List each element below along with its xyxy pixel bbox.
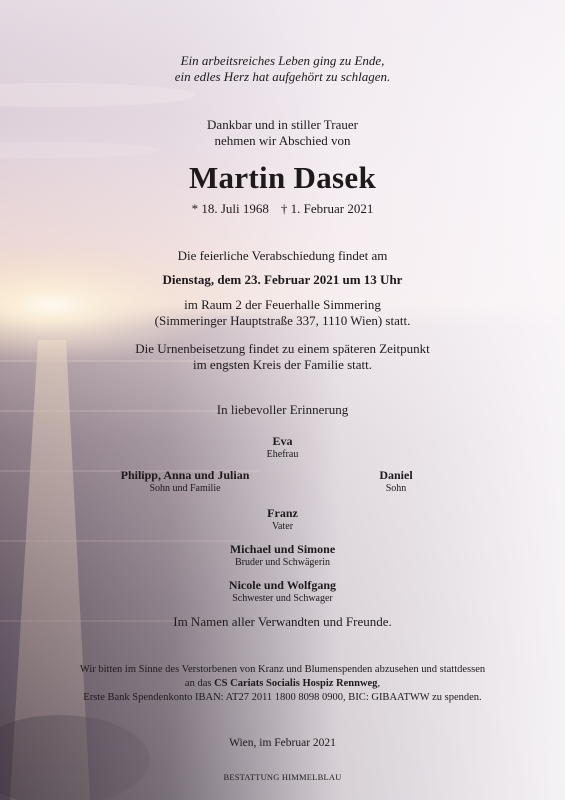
mourner-nicole bbox=[0, 578, 565, 605]
mourning-intro: Dankbar und in stiller Trauer nehmen wir Abschied von bbox=[207, 117, 358, 148]
mourner-relation: Bruder und Schwägerin bbox=[235, 557, 330, 568]
death-date: † 1. Februar 2021 bbox=[280, 201, 374, 216]
others-line: Im Namen aller Verwandten und Freunde. bbox=[173, 614, 392, 629]
place-date: Wien, im Februar 2021 bbox=[229, 737, 336, 749]
mourner-name: Michael und Simone bbox=[229, 542, 336, 556]
memory-label: In liebevoller Erinnerung bbox=[216, 402, 349, 417]
mourner-michael bbox=[0, 542, 565, 569]
bank-details: Erste Bank Spendenkonto IBAN: AT27 2011 1800 8098 0900, BIC: GIBAATWW zu spenden. bbox=[83, 692, 482, 703]
urn-burial-note: Die Urnenbeisetzung findet zu einem späteren Zeitpunkt im engsten Kreis der Familie statt. bbox=[135, 341, 430, 372]
ceremony-datetime: Dienstag, dem 23. Februar 2021 um 13 Uhr bbox=[162, 272, 403, 287]
mourner-daniel bbox=[346, 468, 446, 495]
mourner-franz bbox=[0, 506, 565, 533]
donation-notice: Wir bitten im Sinne des Verstorbenen von Kranz und Blumenspenden abzusehen und stattdessen an das CS Cariats Socialis Hospiz Rennweg, Erste Bank Spendenkonto IBAN: AT27 2011 1800 8098 0900, BIC: GIBAATWW zu spenden. bbox=[0, 663, 565, 705]
mourner-name: Eva bbox=[272, 434, 293, 448]
memorial-quote: Ein arbeitsreiches Leben ging zu Ende, ein edles Herz hat aufgehört zu schlagen. bbox=[174, 53, 391, 84]
mourner-name: Nicole und Wolfgang bbox=[228, 578, 337, 592]
mourner-eva bbox=[0, 434, 565, 461]
mourner-relation: Sohn und Familie bbox=[149, 483, 221, 494]
ceremony-intro: Die feierliche Verabschiedung findet am bbox=[177, 248, 388, 263]
mourner-relation: Ehefrau bbox=[266, 449, 299, 460]
deceased-name: Martin Dasek bbox=[189, 160, 376, 195]
mourner-relation: Sohn bbox=[385, 483, 407, 494]
birth-date: * 18. Juli 1968 bbox=[191, 201, 269, 216]
mourner-name: Daniel bbox=[379, 468, 413, 482]
mourner-relation: Vater bbox=[271, 521, 294, 532]
undertaker-name: BESTATTUNG HIMMELBLAU bbox=[223, 772, 342, 782]
ceremony-location: im Raum 2 der Feuerhalle Simmering (Simmeringer Hauptstraße 337, 1110 Wien) statt. bbox=[154, 297, 411, 328]
life-dates bbox=[0, 201, 565, 217]
mourner-relation: Schwester und Schwager bbox=[232, 593, 333, 604]
mourner-name: Franz bbox=[267, 506, 298, 520]
mourner-name: Philipp, Anna und Julian bbox=[120, 468, 250, 482]
mourner-philipp bbox=[70, 468, 300, 495]
charity-name: CS Cariats Socialis Hospiz Rennweg bbox=[214, 678, 378, 689]
